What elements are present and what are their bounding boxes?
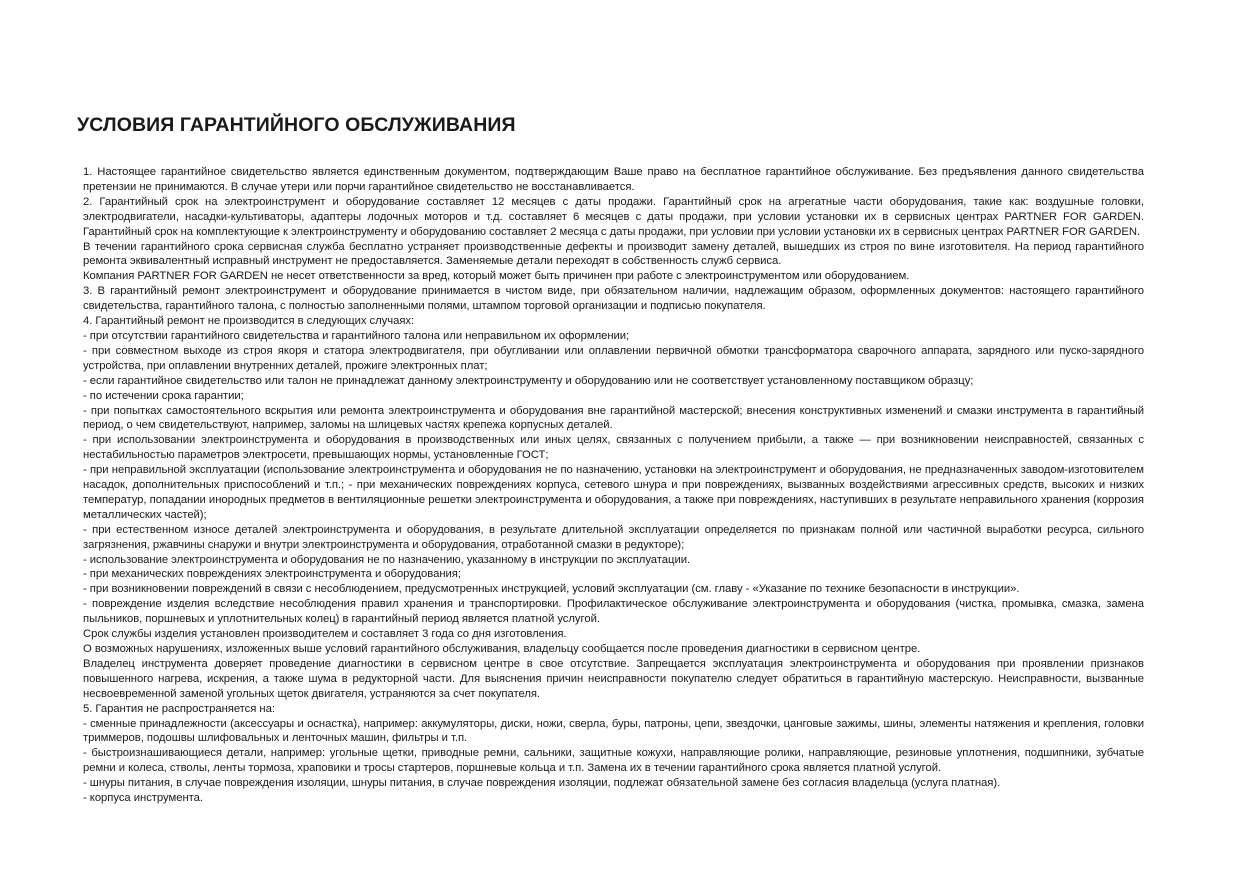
list-item: - при отсутствии гарантийного свидетельства и гарантийного талона или неправильном их оформлении;: [83, 329, 630, 342]
list-item: - при использовании электроинструмента и оборудования в производственных или иных целях, связанных с получением прибыли, а также — при возникновении неисправностей, связанных с нестабильностью параметров электросети, превышающих нормы, установленные ГОСТ;: [83, 434, 1144, 462]
paragraph: О возможных нарушениях, изложенных выше условий гарантийного обслуживания, владельцу сообщается после проведения диагностики в сервисном центре.: [83, 643, 921, 655]
list-item: - быстроизнашивающиеся детали, например: угольные щетки, приводные ремни, сальники, защитные кожухи, направляющие ролики, направляющие, резиновые уплотнения, подшипники, зубчатые ремни и колеса, стволы, ленты тормоза, храповики и тросы стартеров, поршневые кольца и т.п. Замена их в течении гарантийного срока является платной услугой.: [83, 747, 1144, 775]
paragraph: В течении гарантийного срока сервисная служба бесплатно устраняет производственные дефекты и производит замену деталей, вышедших из строя по вине изготовителя. На период гарантийного ремонта эквивалентный исправный инструмент не предоставляется. Заменяемые детали переходят в собственность служб сервиса.: [83, 240, 1144, 268]
list-item: - корпуса инструмента.: [83, 792, 203, 805]
paragraph: 5. Гарантия не распространяется на:: [83, 702, 275, 715]
paragraph: Владелец инструмента доверяет проведение диагностики в сервисном центре в свое отсутствие. Запрещается эксплуатация электроинструмента и оборудования при проявлении признаков повышенного нагрева, искрения, а также шума в редукторной части. Для выяснения причин неисправности покупателю следует обратиться в гарантийную мастерскую. Неисправности, вызванные несвоевременной заменой угольных щеток двигателя, устраняются за счет покупателя.: [83, 657, 1144, 700]
document-body: [83, 165, 1144, 806]
paragraph: 4. Гарантийный ремонт не производится в следующих случаях:: [83, 315, 415, 328]
list-item: - повреждение изделия вследствие несоблюдения правил хранения и транспортировки. Профилактическое обслуживание электроинструмента и оборудования (чистка, промывка, смазка, замена пыльников, поршневых и уплотнительных колец) в гарантийный период является платной услугой.: [83, 598, 1144, 626]
paragraph: 1. Настоящее гарантийное свидетельство является единственным документом, подтверждающим Ваше право на бесплатное гарантийное обслуживание. Без предъявления данного свидетельства претензии не принимаются. В случае утери или порчи гарантийное свидетельство не восстанавливается.: [83, 166, 1144, 193]
paragraph: 3. В гарантийный ремонт электроинструмент и оборудование принимается в чистом виде, при обязательном наличии, надлежащим образом, оформленных документов: настоящего гарантийного свидетельства, гарантийного талона, с полностью заполненными полями, штампом торговой организации и подписью покупателя.: [83, 285, 1144, 313]
list-item: - при естественном износе деталей электроинструмента и оборудования, в результате длительной эксплуатации определяется по признакам полной или частичной выработки ресурса, сильного загрязнения, ржавчины снаружи и внутри электроинструмента и оборудования, отработанной смазки в редукторе);: [83, 523, 1144, 551]
paragraph: 2. Гарантийный срок на электроинструмент и оборудование составляет 12 месяцев с даты продажи. Гарантийный срок на агрегатные части оборудования, такие как: воздушные головки, электродвигатели, насадки-культиваторы, адаптеры лодочных моторов и т.д. составляет 6 месяцев с даты продажи, при условии установки их в сервисных центрах PARTNER FOR GARDEN. Гарантийный срок на комплектующие к электроинструменту и оборудованию составляет 2 месяца с даты продажи, при условии при условии установки их в сервисных центрах PARTNER FOR GARDEN.: [83, 195, 1144, 238]
list-item: - по истечении срока гарантии;: [83, 389, 244, 402]
list-item: - при возникновении повреждений в связи с несоблюдением, предусмотренных инструкцией, условий эксплуатации (см. главу - «Указание по технике безопасности в инструкции».: [83, 583, 1020, 596]
paragraph: Срок службы изделия установлен производителем и составляет 3 года со дня изготовления.: [83, 628, 567, 641]
document-title: УСЛОВИЯ ГАРАНТИЙНОГО ОБСЛУЖИВАНИЯ: [77, 114, 516, 136]
list-item: - при механических повреждениях электроинструмента и оборудования;: [83, 568, 461, 581]
list-item: - при неправильной эксплуатации (использование электроинструмента и оборудования не по назначению, установки на электроинструмент и оборудования, не предназначенных заводом-изготовителем насадок, дополнительных приспособлений и т.п.; - при механических повреждениях корпуса, сетевого шнура и при повреждениях, вызванных воздействиями агрессивных средств, высоких и низких температур, попадании инородных предметов в вентиляционные решетки электроинструмента и оборудования, а также при повреждениях, наступивших в результате неправильного хранения (коррозия металлических частей);: [83, 464, 1144, 521]
list-item: - при совместном выходе из строя якоря и статора электродвигателя, при обугливании или оплавлении первичной обмотки трансформатора сварочного аппарата, зарядного или пуско-зарядного устройства, при оплавлении внутренних деталей, прожиге электронных плат;: [83, 344, 1144, 372]
list-item: - сменные принадлежности (аксессуары и оснастка), например: аккумуляторы, диски, ножи, сверла, буры, патроны, цепи, звездочки, цанговые зажимы, шины, элементы натяжения и крепления, головки триммеров, подошвы шлифовальных и ленточных машин, фильтры и т.п.: [83, 717, 1144, 745]
list-item: - если гарантийное свидетельство или талон не принадлежат данному электроинструменту и оборудованию или не соответствует установленному поставщиком образцу;: [83, 374, 974, 387]
list-item: - при попытках самостоятельного вскрытия или ремонта электроинструмента и оборудования вне гарантийной мастерской; внесения конструктивных изменений и смазки инструмента в гарантийный период, о чем свидетельствуют, например, заломы на шлицевых частях крепежа корпусных деталей.: [83, 404, 1144, 432]
paragraph: Компания PARTNER FOR GARDEN не несет ответственности за вред, который может быть причинен при работе с электроинструментом или оборудованием.: [83, 270, 910, 283]
list-item: - шнуры питания, в случае повреждения изоляции, шнуры питания, в случае повреждения изоляции, подлежат обязательной замене без согласия владельца (услуга платная).: [83, 777, 1001, 790]
list-item: - использование электроинструмента и оборудования не по назначению, указанному в инструкции по эксплуатации.: [83, 553, 691, 566]
